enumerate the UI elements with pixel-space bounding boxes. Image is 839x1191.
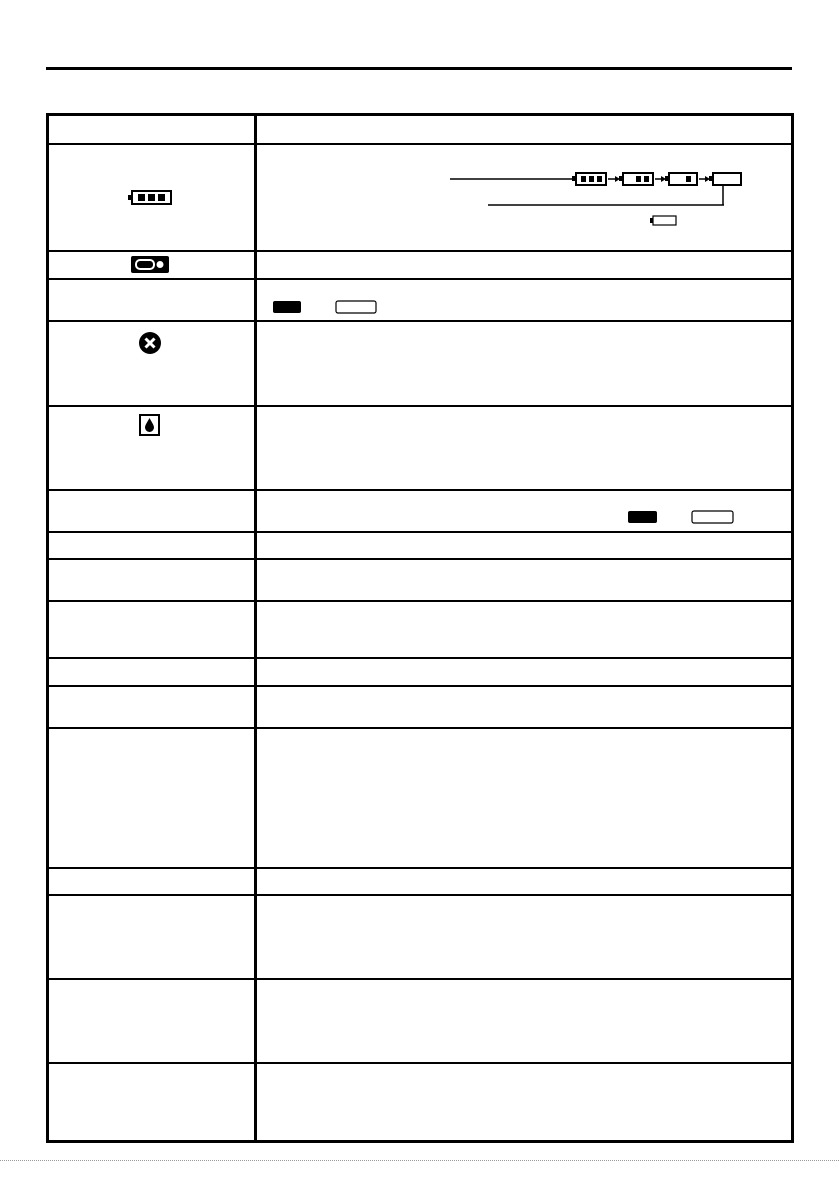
battery-level-diagram: [450, 166, 750, 231]
cassette-icon: [131, 256, 169, 273]
row-divider: [46, 250, 794, 252]
page-edge-dots: [0, 1160, 839, 1162]
row-divider: [46, 489, 794, 491]
battery-full-icon: [128, 190, 172, 206]
battery-empty-icon: [709, 173, 741, 185]
black-and-white-box-icon: [627, 510, 735, 524]
battery-empty-small-icon: [650, 216, 676, 225]
header-rule: [46, 67, 792, 70]
black-and-white-box-icon: [272, 300, 378, 314]
x-circle-icon: [138, 331, 162, 355]
column-divider: [254, 113, 257, 1143]
battery-level-1-icon: [665, 173, 697, 185]
row-divider: [46, 894, 794, 896]
row-divider: [46, 600, 794, 602]
row-divider: [46, 727, 794, 729]
row-divider: [46, 558, 794, 560]
water-drop-icon: [139, 414, 160, 436]
row-divider: [46, 143, 794, 145]
row-divider: [46, 657, 794, 659]
battery-level-3-icon: [572, 173, 606, 185]
battery-level-2-icon: [619, 173, 653, 185]
row-divider: [46, 867, 794, 869]
row-divider: [46, 278, 794, 280]
row-divider: [46, 1062, 794, 1064]
row-divider: [46, 405, 794, 407]
row-divider: [46, 531, 794, 533]
row-divider: [46, 978, 794, 980]
row-divider: [46, 685, 794, 687]
row-divider: [46, 320, 794, 322]
